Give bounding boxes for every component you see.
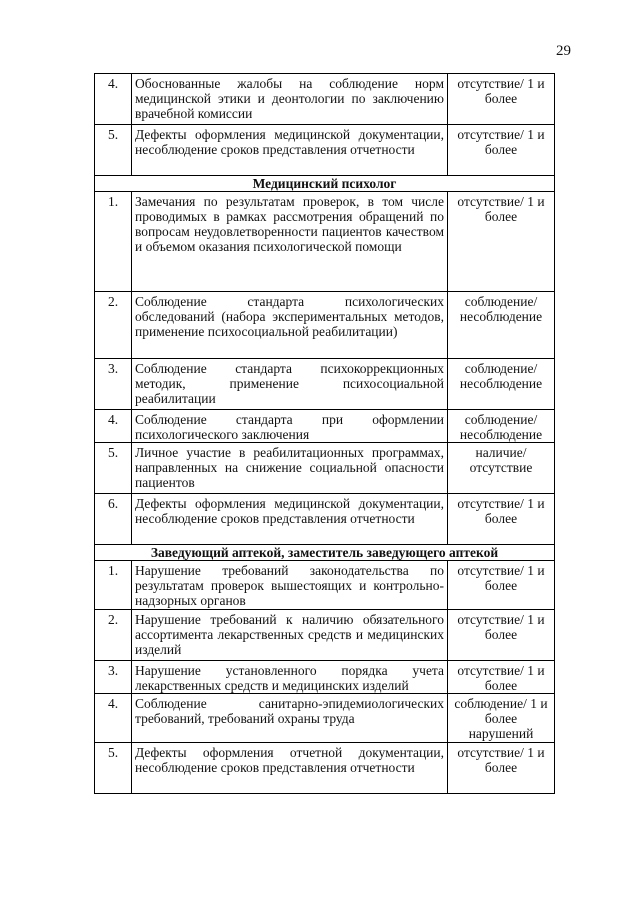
evaluation-value: отсутствие/ 1 и более <box>448 125 555 176</box>
table-row <box>95 359 555 410</box>
criterion-text: Соблюдение санитарно-эпидемиологических требований, требований охраны труда <box>132 694 448 743</box>
evaluation-value: наличие/ отсутствие <box>448 443 555 494</box>
row-number: 2. <box>95 610 132 661</box>
section-title: Заведующий аптекой, заместитель заведующего аптекой <box>95 545 555 561</box>
evaluation-value: соблюдение/ 1 и более нарушений <box>448 694 555 743</box>
criteria-table <box>94 73 555 794</box>
criterion-text: Замечания по результатам проверок, в том числе проводимых в рамках рассмотрения обращений по вопросам неудовлетворенности пациентов качеством и объемом оказания психологической помощи <box>132 192 448 292</box>
criterion-text: Дефекты оформления медицинской документации, несоблюдение сроков представления отчетности <box>132 125 448 176</box>
table-row <box>95 561 555 610</box>
evaluation-value: отсутствие/ 1 и более <box>448 74 555 125</box>
section-header-row <box>95 545 555 561</box>
row-number: 4. <box>95 74 132 125</box>
table-row <box>95 125 555 176</box>
table-row <box>95 410 555 443</box>
table-row <box>95 694 555 743</box>
evaluation-value: отсутствие/ 1 и более <box>448 743 555 794</box>
evaluation-value: соблюдение/ несоблюдение <box>448 359 555 410</box>
section-header-row <box>95 176 555 192</box>
evaluation-value: соблюдение/ несоблюдение <box>448 292 555 359</box>
table-row <box>95 661 555 694</box>
criterion-text: Нарушение требований законодательства по результатам проверок вышестоящих и контрольно-надзорных органов <box>132 561 448 610</box>
criterion-text: Дефекты оформления медицинской документации, несоблюдение сроков представления отчетности <box>132 494 448 545</box>
criterion-text: Соблюдение стандарта психокоррекционных методик, применение психосоциальной реабилитации <box>132 359 448 410</box>
table-row <box>95 610 555 661</box>
evaluation-value: отсутствие/ 1 и более <box>448 661 555 694</box>
row-number: 4. <box>95 410 132 443</box>
criterion-text: Нарушение требований к наличию обязательного ассортимента лекарственных средств и медицинских изделий <box>132 610 448 661</box>
table-row <box>95 192 555 292</box>
table-row <box>95 743 555 794</box>
row-number: 5. <box>95 743 132 794</box>
criteria-table-body <box>95 74 555 794</box>
table-row <box>95 74 555 125</box>
evaluation-value: соблюдение/ несоблюдение <box>448 410 555 443</box>
evaluation-value: отсутствие/ 1 и более <box>448 192 555 292</box>
row-number: 1. <box>95 561 132 610</box>
row-number: 3. <box>95 661 132 694</box>
row-number: 1. <box>95 192 132 292</box>
row-number: 2. <box>95 292 132 359</box>
evaluation-value: отсутствие/ 1 и более <box>448 561 555 610</box>
evaluation-value: отсутствие/ 1 и более <box>448 610 555 661</box>
row-number: 6. <box>95 494 132 545</box>
criterion-text: Соблюдение стандарта при оформлении психологического заключения <box>132 410 448 443</box>
row-number: 4. <box>95 694 132 743</box>
criterion-text: Личное участие в реабилитационных программах, направленных на снижение социальной опасности пациентов <box>132 443 448 494</box>
row-number: 5. <box>95 443 132 494</box>
evaluation-value: отсутствие/ 1 и более <box>448 494 555 545</box>
page-number: 29 <box>556 43 571 59</box>
row-number: 3. <box>95 359 132 410</box>
table-row <box>95 292 555 359</box>
criterion-text: Обоснованные жалобы на соблюдение норм медицинской этики и деонтологии по заключению врачебной комиссии <box>132 74 448 125</box>
criterion-text: Нарушение установленного порядка учета лекарственных средств и медицинских изделий <box>132 661 448 694</box>
table-row <box>95 494 555 545</box>
section-title: Медицинский психолог <box>95 176 555 192</box>
row-number: 5. <box>95 125 132 176</box>
criterion-text: Дефекты оформления отчетной документации, несоблюдение сроков представления отчетности <box>132 743 448 794</box>
criterion-text: Соблюдение стандарта психологических обследований (набора экспериментальных методов, применение психосоциальной реабилитации) <box>132 292 448 359</box>
table-row <box>95 443 555 494</box>
